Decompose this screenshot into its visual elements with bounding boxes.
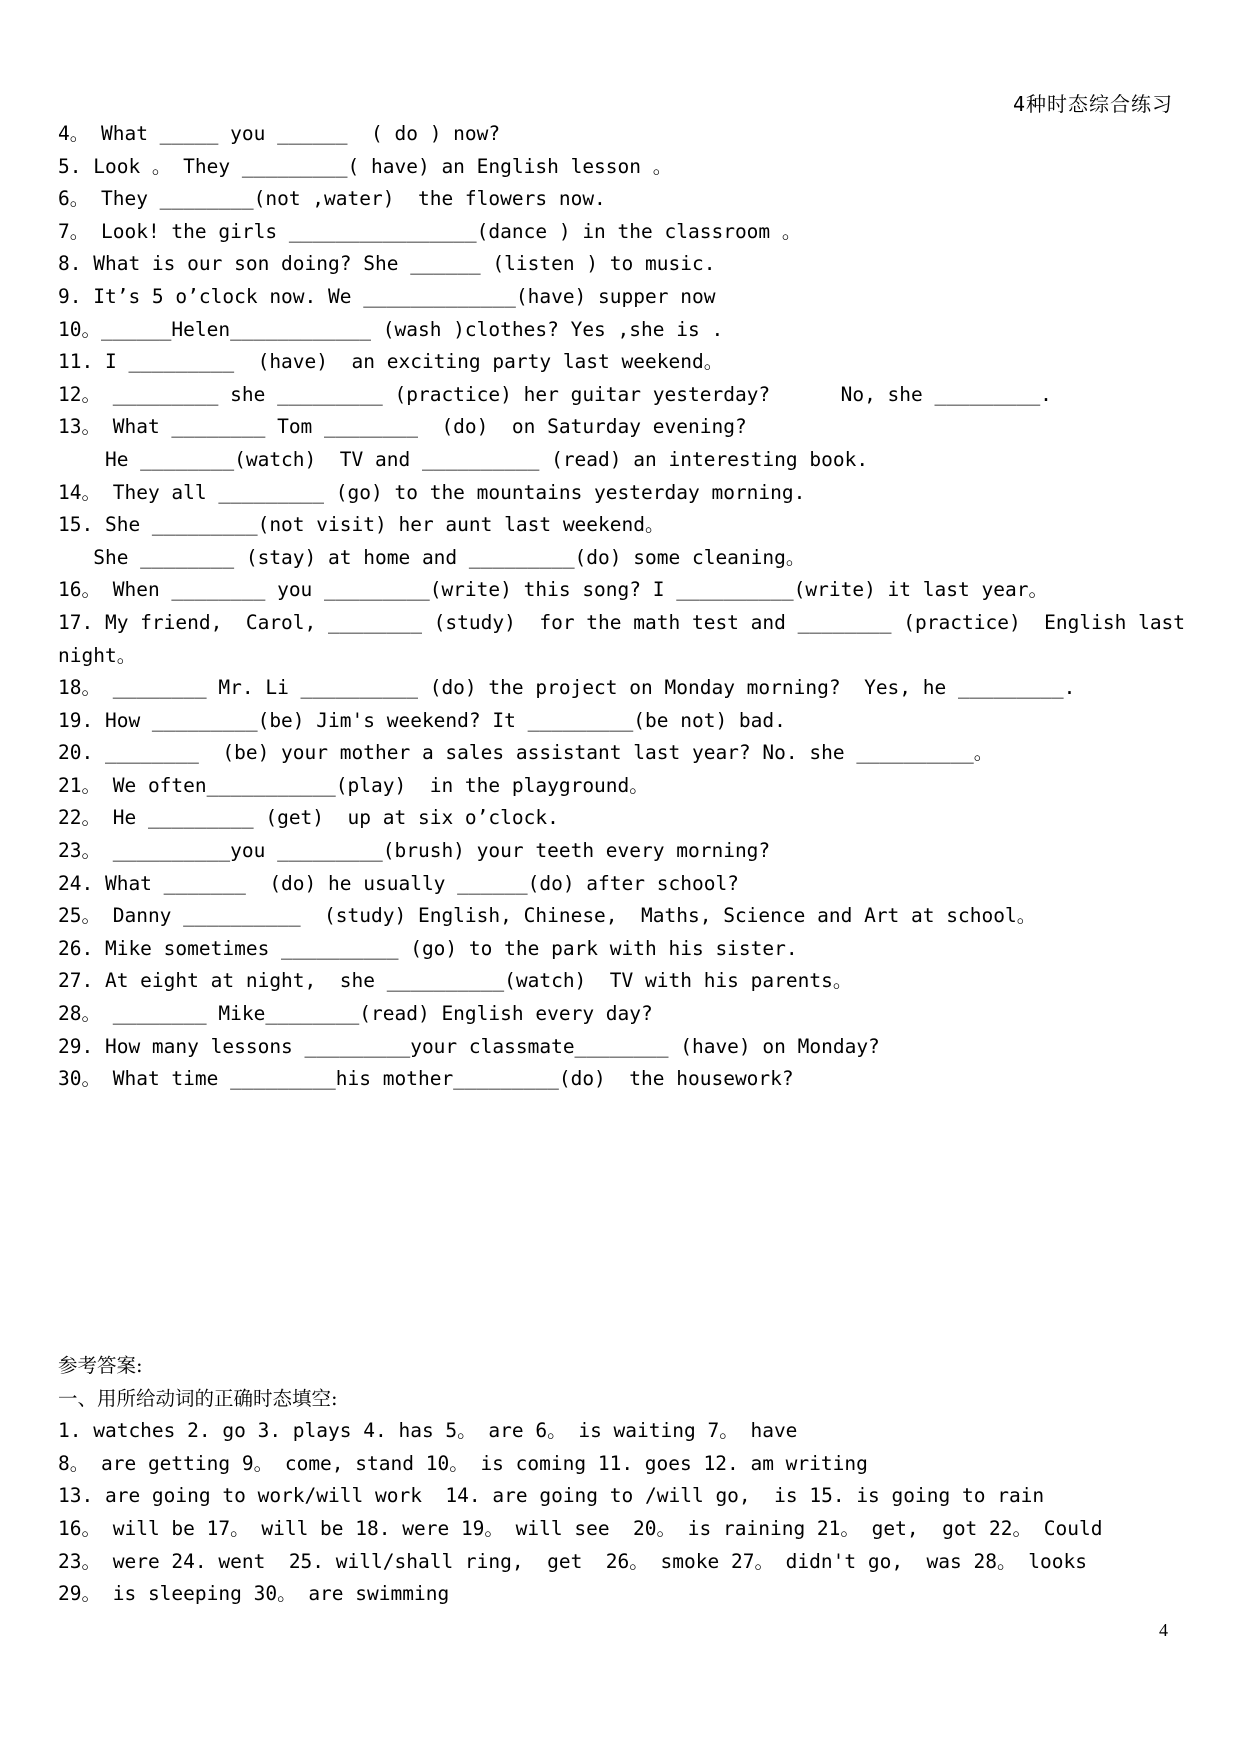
exercise-line: 29. How many lessons _________your classmate________ (have) on Monday? <box>58 1034 880 1058</box>
exercise-line: 16。 When ________ you _________(write) this song? I __________(write) it last year。 <box>58 578 1048 602</box>
exercise-line: 24. What _______ (do) he usually ______(do) after school? <box>58 871 739 895</box>
exercise-line: 11. I _________ (have) an exciting party last weekend。 <box>58 350 724 374</box>
exercise-line: 22。 He _________ (get) up at six o’clock. <box>58 806 559 830</box>
answer-line: 23。 were 24. went 25. will/shall ring, get 26。 smoke 27。 didn't go, was 28。 looks <box>58 1549 1087 1573</box>
exercise-line: 20. ________ (be) your mother a sales assistant last year? No. she __________。 <box>58 741 994 765</box>
exercise-line: 28。 ________ Mike________(read) English every day? <box>58 1002 653 1026</box>
exercise-line: 6。 They ________(not ,water) the flowers now. <box>58 187 606 211</box>
exercise-line: 19. How _________(be) Jim's weekend? It _________(be not) bad. <box>58 708 786 732</box>
exercise-line: 12。 _________ she _________ (practice) her guitar yesterday? No, she _________. <box>58 382 1052 406</box>
exercise-line: She ________ (stay) at home and _________(do) some cleaning。 <box>58 545 806 569</box>
exercise-line: 7。 Look! the girls ________________(dance ) in the classroom 。 <box>58 219 802 243</box>
answer-key-heading: 参考答案: <box>58 1354 143 1377</box>
exercise-line: 18。 ________ Mr. Li __________ (do) the project on Monday morning? Yes, he _________. <box>58 676 1076 700</box>
exercise-line: 14。 They all _________ (go) to the mountains yesterday morning. <box>58 480 806 504</box>
answer-key <box>58 1350 1208 1611</box>
exercise-line: 17. My friend, Carol, ________ (study) for the math test and ________ (practice) English last <box>58 610 1186 634</box>
page-header-title: 4种时态综合练习 <box>1012 92 1173 116</box>
answer-line: 16。 will be 17。 will be 18. were 19。 will see 20。 is raining 21。 get, got 22。 Could <box>58 1516 1103 1540</box>
exercise-line: night。 <box>58 643 137 667</box>
answer-line: 1. watches 2. go 3. plays 4. has 5。 are 6。 is waiting 7。 have <box>58 1419 798 1443</box>
exercise-line: 9. It’s 5 o’clock now. We _____________(have) supper now <box>58 284 716 308</box>
exercise-line: He ________(watch) TV and __________ (read) an interesting book. <box>58 447 869 471</box>
exercise-line: 15. She _________(not visit) her aunt last weekend。 <box>58 513 665 537</box>
exercise-line: 4。 What _____ you ______ ( do ) now? <box>58 122 501 145</box>
exercise-line: 25。 Danny __________ (study) English, Chinese, Maths, Science and Art at school。 <box>58 904 1037 928</box>
answer-line: 8。 are getting 9。 come, stand 10。 is coming 11. goes 12. am writing <box>58 1451 868 1475</box>
exercise-line: 30。 What time _________his mother_________(do) the housework? <box>58 1067 794 1091</box>
exercise-line: 13。 What ________ Tom ________ (do) on Saturday evening? <box>58 415 747 439</box>
exercise-line: 23。 __________you _________(brush) your teeth every morning? <box>58 839 771 863</box>
exercise-line: 26. Mike sometimes __________ (go) to the park with his sister. <box>58 936 798 960</box>
answer-line: 29。 is sleeping 30。 are swimming <box>58 1582 450 1606</box>
exercise-list <box>58 118 1208 1096</box>
exercise-line: 27. At eight at night, she __________(watch) TV with his parents。 <box>58 969 853 993</box>
exercise-line: 10。______Helen____________ (wash )clothes? Yes ,she is . <box>58 317 724 341</box>
exercise-line: 21。 We often___________(play) in the playground。 <box>58 773 649 797</box>
answer-line: 13. are going to work/will work 14. are going to /will go, is 15. is going to rain <box>58 1484 1045 1508</box>
exercise-line: 5. Look 。 They _________( have) an English lesson 。 <box>58 154 673 178</box>
page-number: 4 <box>1159 1620 1168 1640</box>
exercise-line: 8. What is our son doing? She ______ (listen ) to music. <box>58 252 716 276</box>
answer-section-title: 一、用所给动词的正确时态填空: <box>58 1386 338 1410</box>
